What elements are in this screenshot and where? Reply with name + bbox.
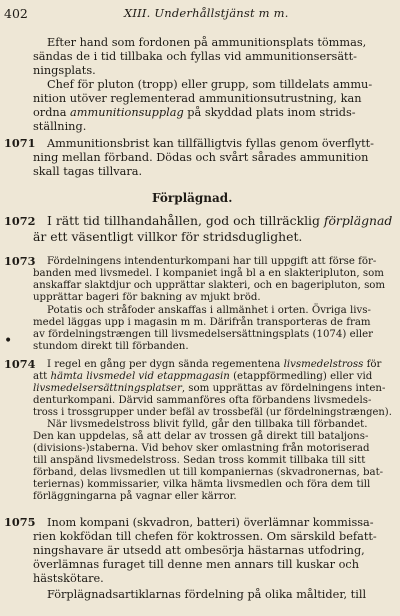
text-line: Ammunitionsbrist kan tillfälligtvis fyllas genom överflytt- (47, 137, 374, 150)
text-line: medel läggas upp i magasin m m. Därifrån transporteras de fram (33, 317, 371, 328)
text-line: till anspänd livsmedelstross. Sedan tross kommit tillbaka till sitt (33, 455, 366, 466)
text-line: Chef för pluton (tropp) eller grupp, som tilldelats ammu- (47, 78, 373, 91)
text-line: ningsplats. (33, 64, 96, 77)
text-line: ställning. (33, 120, 87, 133)
page-number: 402 (4, 6, 28, 21)
text-line: skall tagas tillvara. (33, 165, 143, 178)
text-line: Efter hand som fordonen på ammunitionsplats tömmas, (47, 36, 367, 49)
text-line: stundom direkt till förbanden. (33, 341, 189, 352)
text-line: förband, delas livsmedlen ut till kompaniernas (skvadronernas, bat- (33, 467, 384, 478)
running-title: XIII. Underhållstjänst m m. (124, 6, 289, 20)
text-line: sändas de i tid tillbaka och fyllas vid ammunitionsersätt- (33, 50, 357, 63)
text-line: hästskötare. (33, 572, 104, 585)
paragraph-number: 1075 (4, 515, 36, 529)
paragraph-number: 1071 (4, 136, 36, 150)
paragraph-number: 1074 (4, 357, 36, 371)
text-line: Fördelningens intendenturkompani har till uppgift att förse för- (47, 256, 377, 267)
text-line: att hämta livsmedel vid etappmagasin (etappförmedling) eller vid (33, 371, 373, 382)
text-line: denturkompani. Därvid sammanföres ofta förbandens livsmedels- (33, 395, 372, 406)
text-line: När livsmedelstross blivit fylld, går den tillbaka till förbandet. (47, 419, 368, 430)
text-line: Den kan uppdelas, så att delar av trossen gå direkt till bataljons- (33, 431, 369, 442)
text-line: ordna ammunitionsupplag på skyddad plats inom strids- (33, 106, 356, 119)
text-line: av fördelningstrængen till livsmedelsersättningsplats (1074) eller (33, 329, 374, 340)
text-line: upprättar bageri för bakning av mjukt bröd. (33, 292, 261, 303)
text-line: teriernas) kommissarier, vilka hämta livsmedlen och föra dem till (33, 479, 371, 490)
page-header (4, 6, 396, 22)
text-line: är ett väsentligt villkor för stridsduglighet. (33, 229, 303, 244)
text-line: Förplägnadsartiklarnas fördelning på olika måltider, till (47, 588, 367, 601)
margin-mark: • (4, 333, 13, 349)
text-line: Potatis och stråfoder anskaffas i allmänhet i orten. Övriga livs- (47, 305, 371, 316)
text-line: (divisions-)staberna. Vid behov sker omlastning från motoriserad (33, 443, 370, 454)
paragraph-number: 1073 (4, 254, 36, 268)
paragraph-number: 1072 (4, 214, 36, 228)
text-line: ningshavare är utsedd att ombesörja hästarnas utfodring, (33, 544, 365, 557)
section-title: Förplägnad. (152, 191, 233, 205)
text-line: I rätt tid tillhandahållen, god och tillräcklig förplägnad (47, 213, 393, 228)
text-line: livsmedelsersättningsplatser, som upprättas av fördelningens inten- (33, 383, 386, 394)
text-line: förläggningarna på vagnar eller kärror. (33, 491, 237, 502)
text-line: I regel en gång per dygn sända regementena livsmedelstross för (47, 359, 382, 370)
text-line: nition utöver reglementerad ammunitionsutrustning, kan (33, 92, 362, 105)
text-line: ning mellan förband. Dödas och svårt sårades ammunition (33, 151, 369, 164)
text-line: rien kokfödan till chefen för koktrossen. Om särskild befatt- (33, 530, 377, 543)
text-line: anskaffar slaktdjur och upprättar slakteri, och en bageripluton, som (33, 280, 386, 291)
text-line: tross i trossgrupper under befäl av trossbefäl (ur fördelningstrængen). (33, 407, 392, 418)
text-line: överlämnas furaget till denne men annars till kuskar och (33, 558, 360, 571)
text-line: Inom kompani (skvadron, batteri) överlämnar kommissa- (47, 516, 374, 529)
text-line: banden med livsmedel. I kompaniet ingå bl a en slakteripluton, som (33, 268, 384, 279)
